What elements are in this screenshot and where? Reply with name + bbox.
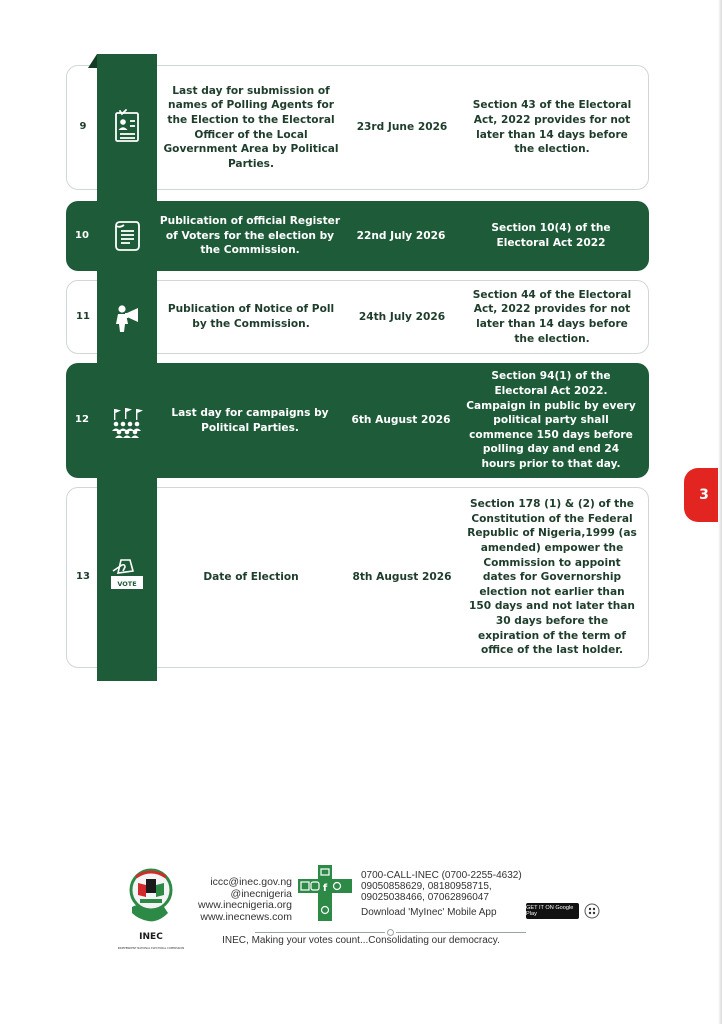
phone-block (361, 870, 561, 903)
google-play-badge[interactable]: GET IT ON Google Play (526, 903, 579, 919)
contact-block (176, 877, 292, 923)
website-link[interactable]: www.inecnews.com (200, 910, 292, 923)
event-description: Publication of Notice of Poll by the Commission. (167, 303, 335, 330)
agents-list-icon (104, 104, 150, 148)
event-date: 22nd July 2026 (356, 229, 446, 242)
voters-register-icon (104, 214, 150, 258)
row-number: 9 (79, 121, 87, 133)
phone-numbers[interactable]: 09025038466, 07062896047 (361, 892, 489, 903)
ballot-box-icon (104, 552, 150, 596)
event-description: Last day for campaigns by Political Parties. (171, 406, 329, 434)
row-number: 10 (75, 229, 89, 241)
contact-email[interactable]: iccc@inec.gov.ng (210, 876, 292, 888)
logo-text: INEC (139, 932, 163, 942)
page-number-tab: 3 (684, 468, 722, 522)
social-handle[interactable]: @inecnigeria (230, 887, 292, 900)
logo-caption: INDEPENDENT NATIONAL ELECTORAL COMMISSION (118, 947, 184, 950)
event-description: Publication of official Register of Voters for the election by the Commission. (159, 215, 341, 257)
blackberry-icon[interactable] (584, 903, 600, 919)
social-icons-cross (298, 865, 352, 921)
row-number: 13 (76, 571, 90, 583)
ballot-box-label: VOTE (117, 580, 137, 588)
event-date: 8th August 2026 (352, 571, 452, 584)
legal-basis: Section 43 of the Electoral Act, 2022 provides for not later than 14 days before the election. (472, 99, 632, 156)
event-date: 23rd June 2026 (356, 121, 448, 134)
phone-numbers[interactable]: 09050858629, 08180958715, (361, 881, 492, 892)
legal-basis: Section 178 (1) & (2) of the Constitution of the Federal Republic of Nigeria,1999 (as amended) empower the Commission to appoint dates for Governorship election not earlier than 150 days and not later than 30 days before the expiration of the term of office of the last holder. (467, 498, 637, 657)
hotline[interactable]: 0700-CALL-INEC (0700-2255-4632) (361, 870, 522, 881)
facebook-icon: f (322, 883, 328, 894)
tagline: INEC, Making your votes count...Consolidating our democracy. (222, 935, 500, 946)
event-date: 24th July 2026 (358, 310, 446, 323)
legal-basis: Section 44 of the Electoral Act, 2022 provides for not later than 14 days before the election. (472, 288, 632, 345)
row-number: 12 (75, 414, 89, 426)
divider (255, 932, 385, 933)
app-download-text: Download 'MyInec' Mobile App (361, 907, 497, 918)
event-date: 6th August 2026 (351, 414, 451, 427)
divider (396, 932, 526, 933)
campaign-crowd-icon (104, 400, 150, 444)
website-link[interactable]: www.inecnigeria.org (198, 899, 292, 911)
legal-basis: Section 94(1) of the Electoral Act 2022. Campaign in public by every political party shall commence 150 days before polling day and end 24 hours prior to that day. (466, 370, 636, 470)
footer (0, 855, 722, 955)
event-description: Last day for submission of names of Polling Agents for the Election to the Electoral Officer of the Local Government Area by Political Parties. (163, 84, 339, 170)
legal-basis: Section 10(4) of the Electoral Act 2022 (491, 222, 611, 249)
event-description: Date of Election (203, 571, 299, 584)
megaphone-icon (104, 296, 150, 340)
row-number: 11 (76, 310, 90, 322)
